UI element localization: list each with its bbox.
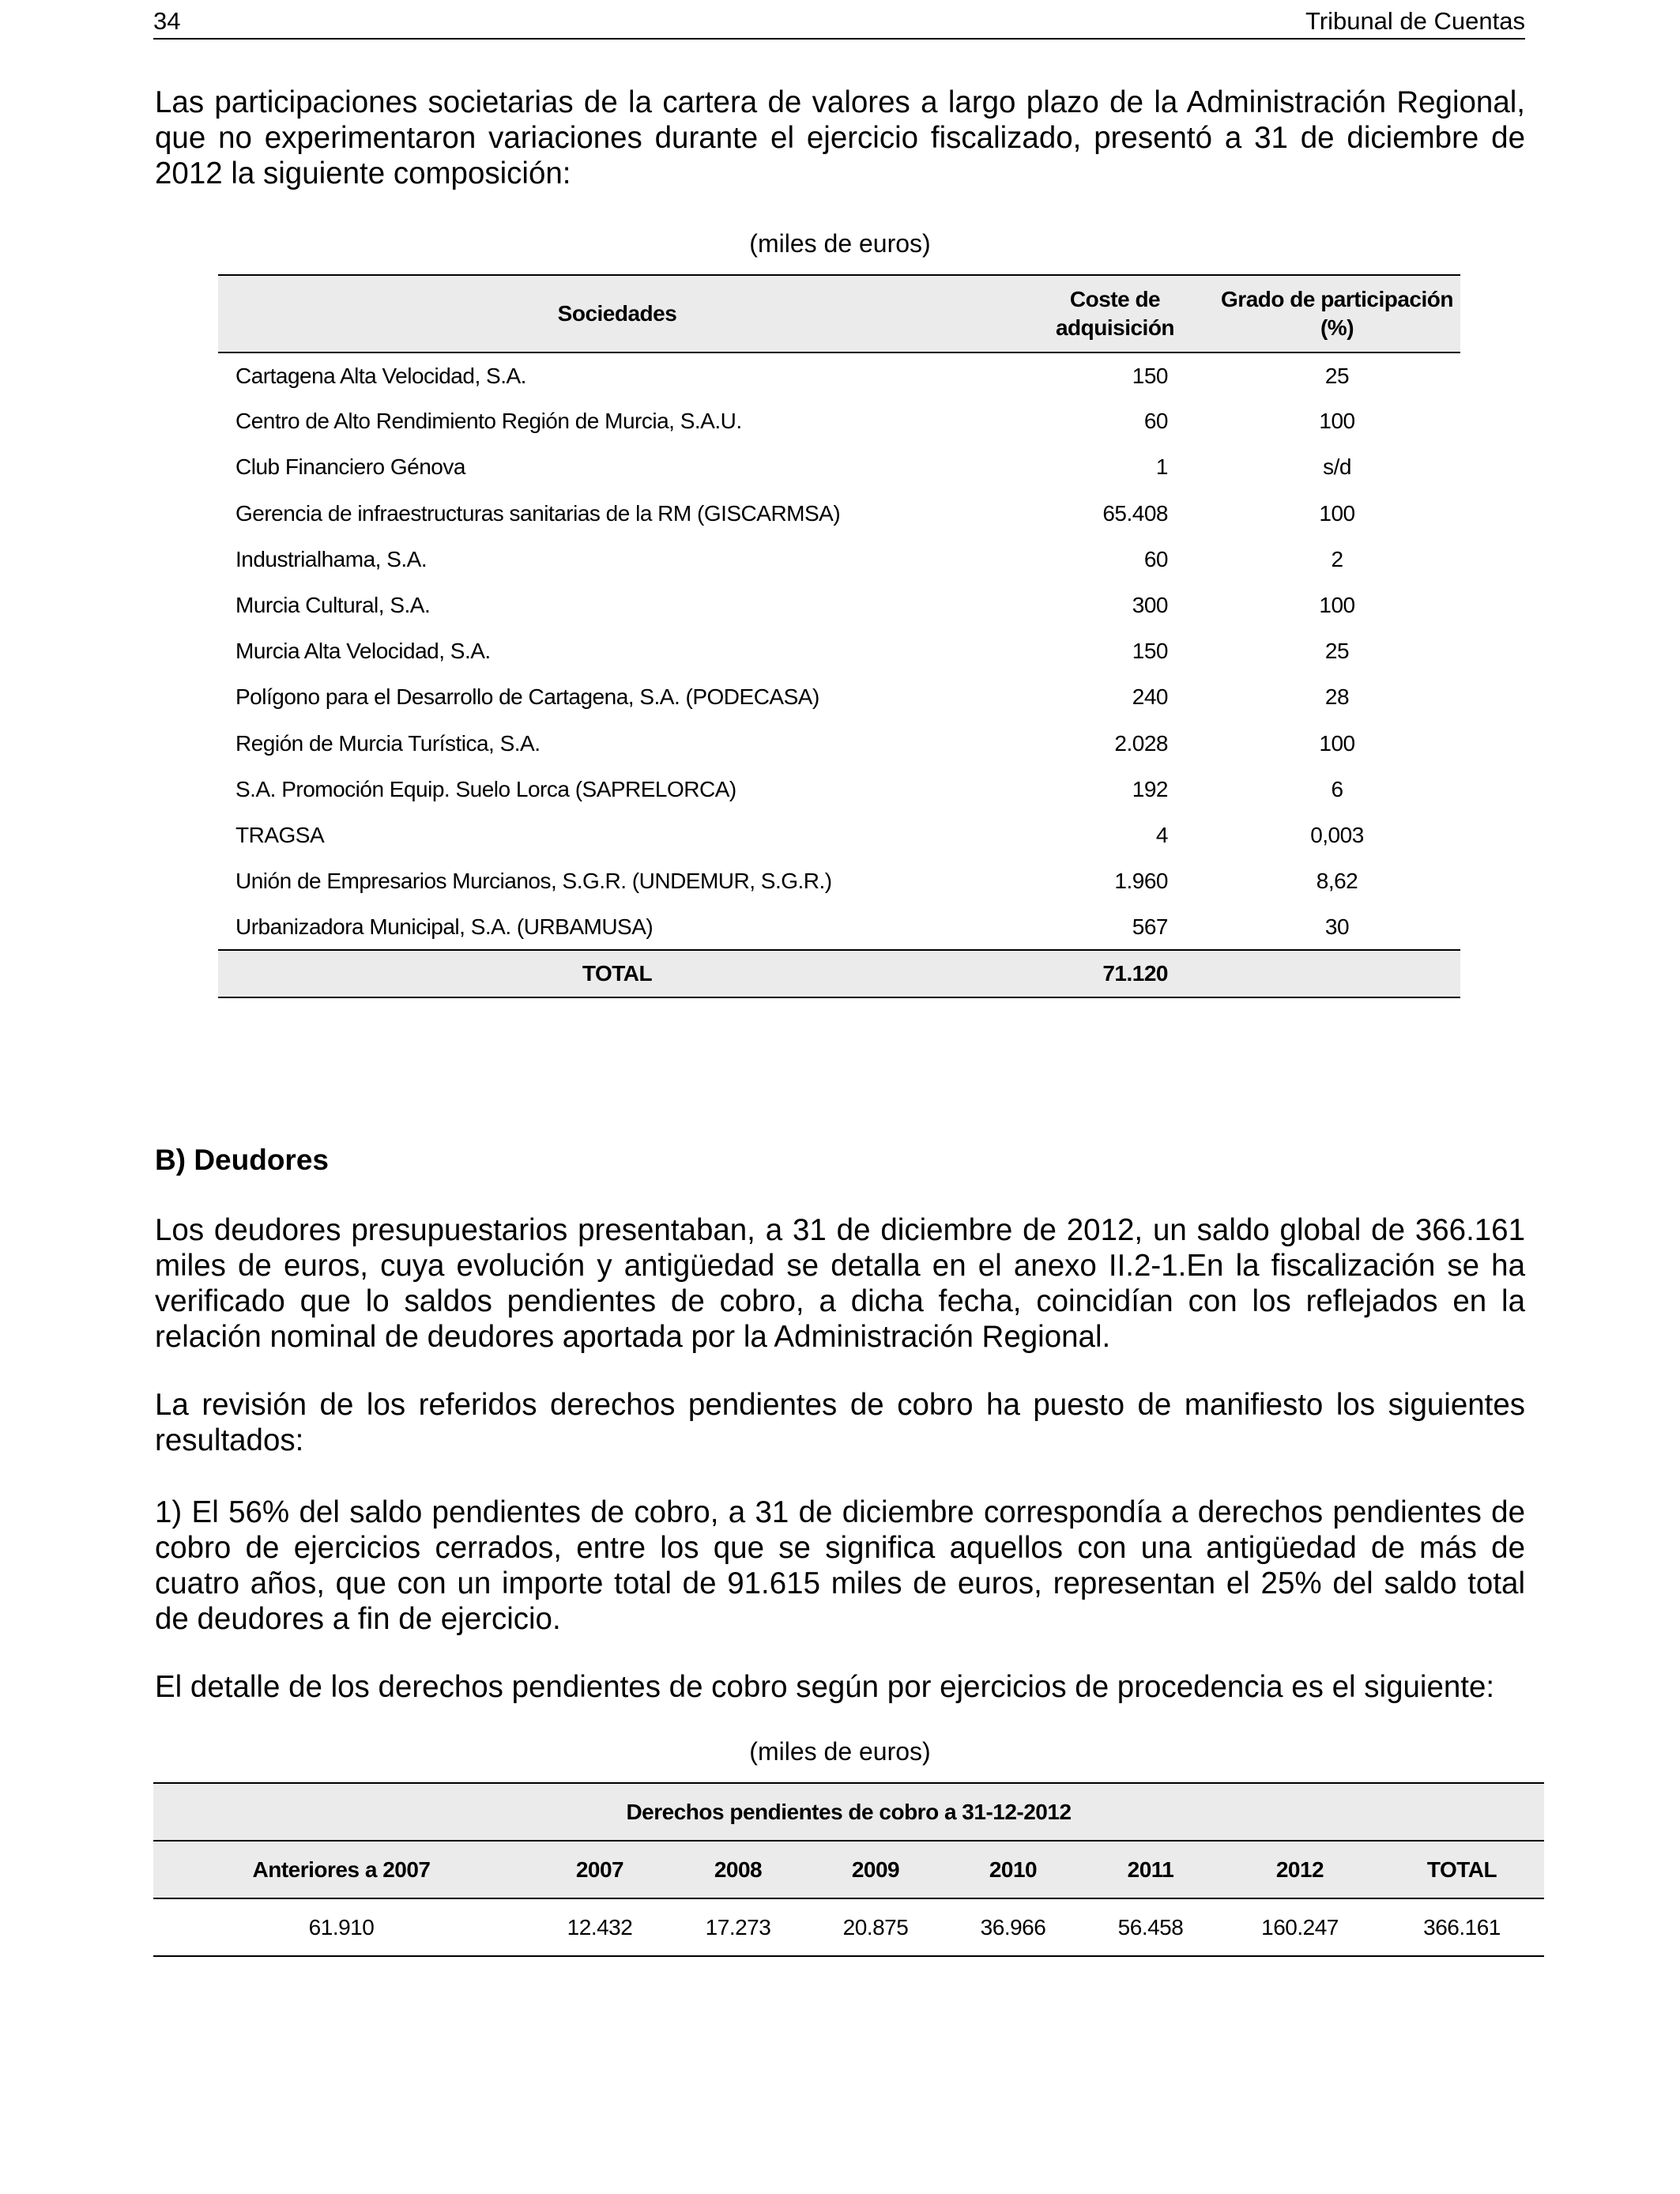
share-percentage: 6	[1331, 776, 1343, 801]
share-percentage: 100	[1319, 409, 1355, 434]
share-percentage: 28	[1324, 684, 1350, 710]
company-name: Industrialhama, S.A.	[235, 546, 428, 571]
header-cost: Coste de adquisición	[1016, 275, 1214, 352]
share-percentage: 8,62	[1316, 869, 1358, 894]
value-2009: 20.875	[806, 1898, 945, 1956]
table-row	[218, 628, 1460, 674]
table1-total-row	[218, 950, 1460, 997]
table2-header-row	[153, 1841, 1544, 1898]
acquisition-cost: 150	[1132, 363, 1168, 388]
share-percentage: s/d	[1323, 454, 1351, 480]
header-total: TOTAL	[1380, 1841, 1544, 1898]
acquisition-cost: 567	[1132, 914, 1168, 939]
acquisition-cost: 240	[1132, 684, 1168, 710]
share-percentage: 0,003	[1310, 822, 1364, 847]
share-percentage: 2	[1331, 546, 1343, 571]
header-company: Sociedades	[218, 275, 1016, 352]
share-percentage: 100	[1319, 593, 1355, 618]
header-2012: 2012	[1220, 1841, 1380, 1898]
header-share: Grado de participación (%)	[1214, 275, 1460, 352]
header-before-2007: Anteriores a 2007	[153, 1841, 529, 1898]
acquisition-cost: 60	[1143, 409, 1168, 434]
share-percentage: 25	[1324, 363, 1350, 388]
acquisition-cost: 2.028	[1114, 730, 1168, 756]
acquisition-cost: 300	[1132, 593, 1168, 618]
acquisition-cost: 150	[1132, 639, 1168, 664]
debtors-paragraph-1: Los deudores presupuestarios presentaban, a 31 de diciembre de 2012, un saldo global de 366.161 miles de euros, cuya evolución y antigüedad se detalla en el anexo II.2-1.En la fiscalización se ha verificado que lo saldos pendientes de cobro, a dicha fecha, coincidían con los reflejados en la relación nominal de deudores aportada por la Administración Regional.	[155, 1213, 1525, 1354]
total-pct-empty	[1214, 950, 1460, 997]
company-name: Murcia Cultural, S.A.	[235, 593, 431, 618]
table-row	[218, 398, 1460, 444]
table-row	[218, 537, 1460, 582]
table-row	[218, 674, 1460, 720]
company-name: Club Financiero Génova	[235, 454, 465, 480]
share-percentage: 100	[1319, 500, 1355, 526]
value-2012: 160.247	[1220, 1898, 1380, 1956]
section-b-heading: B) Deudores	[155, 1144, 329, 1176]
table-row	[218, 444, 1460, 490]
acquisition-cost: 1.960	[1114, 869, 1168, 894]
receivables-by-year-table	[153, 1782, 1544, 1957]
total-cost: 71.120	[1016, 950, 1214, 997]
company-name: Polígono para el Desarrollo de Cartagena, S.A. (PODECASA)	[235, 684, 819, 710]
debtors-paragraph-4: El detalle de los derechos pendientes de cobro según por ejercicios de procedencia es el siguiente:	[155, 1670, 1495, 1704]
table-row	[218, 858, 1460, 904]
header-2008: 2008	[670, 1841, 806, 1898]
acquisition-cost: 192	[1132, 776, 1168, 801]
debtors-paragraph-2: La revisión de los referidos derechos pendientes de cobro ha puesto de manifiesto los siguientes resultados:	[155, 1388, 1525, 1457]
company-name: Urbanizadora Municipal, S.A. (URBAMUSA)	[235, 914, 654, 939]
value-total: 366.161	[1380, 1898, 1544, 1956]
table1-units: (miles de euros)	[749, 229, 931, 258]
value-2011: 56.458	[1081, 1898, 1220, 1956]
company-name: Cartagena Alta Velocidad, S.A.	[235, 363, 526, 388]
acquisition-cost: 4	[1155, 822, 1168, 847]
table1-header-row	[218, 275, 1460, 352]
value-before-2007: 61.910	[153, 1898, 529, 1956]
shareholdings-table	[218, 274, 1460, 998]
page-number: 34	[153, 7, 181, 35]
intro-paragraph: Las participaciones societarias de la cartera de valores a largo plazo de la Administración Regional, que no experimentaron variaciones durante el ejercicio fiscalizado, presentó a 31 de diciembre de 2012 la siguiente composición:	[155, 85, 1525, 190]
publisher-name: Tribunal de Cuentas	[1305, 7, 1525, 35]
company-name: Centro de Alto Rendimiento Región de Murcia, S.A.U.	[235, 409, 742, 434]
table-row	[218, 904, 1460, 950]
table-row	[153, 1898, 1544, 1956]
value-2007: 12.432	[529, 1898, 670, 1956]
total-label: TOTAL	[218, 950, 1016, 997]
page-header	[153, 5, 1525, 40]
acquisition-cost: 65.408	[1102, 500, 1168, 526]
company-name: Región de Murcia Turística, S.A.	[235, 730, 541, 756]
share-percentage: 100	[1319, 730, 1355, 756]
company-name: Gerencia de infraestructuras sanitarias de la RM (GISCARMSA)	[235, 500, 841, 526]
debtors-paragraph-3: 1) El 56% del saldo pendientes de cobro, a 31 de diciembre correspondía a derechos pendientes de cobro de ejercicios cerrados, entre los que se significa aquellos con una antigüedad de más de cuatro años, que con un importe total de 91.615 miles de euros, representan el 25% del saldo total de deudores a fin de ejercicio.	[155, 1495, 1525, 1636]
share-percentage: 30	[1324, 914, 1350, 939]
acquisition-cost: 60	[1143, 546, 1168, 571]
header-2011: 2011	[1081, 1841, 1220, 1898]
company-name: TRAGSA	[235, 822, 325, 847]
header-2009: 2009	[806, 1841, 945, 1898]
table-row	[218, 582, 1460, 628]
table2-title-row	[153, 1783, 1544, 1841]
company-name: S.A. Promoción Equip. Suelo Lorca (SAPRELORCA)	[235, 776, 736, 801]
value-2008: 17.273	[670, 1898, 806, 1956]
table-row	[218, 491, 1460, 537]
table-row	[218, 721, 1460, 767]
acquisition-cost: 1	[1155, 454, 1168, 480]
value-2010: 36.966	[945, 1898, 1081, 1956]
table2-units: (miles de euros)	[749, 1737, 931, 1766]
table-row	[218, 812, 1460, 858]
table-row	[218, 352, 1460, 398]
table2-title: Derechos pendientes de cobro a 31-12-2012	[153, 1783, 1544, 1841]
company-name: Murcia Alta Velocidad, S.A.	[235, 639, 491, 664]
share-percentage: 25	[1324, 639, 1350, 664]
table-row	[218, 767, 1460, 812]
company-name: Unión de Empresarios Murcianos, S.G.R. (UNDEMUR, S.G.R.)	[235, 869, 832, 894]
header-2010: 2010	[945, 1841, 1081, 1898]
header-2007: 2007	[529, 1841, 670, 1898]
